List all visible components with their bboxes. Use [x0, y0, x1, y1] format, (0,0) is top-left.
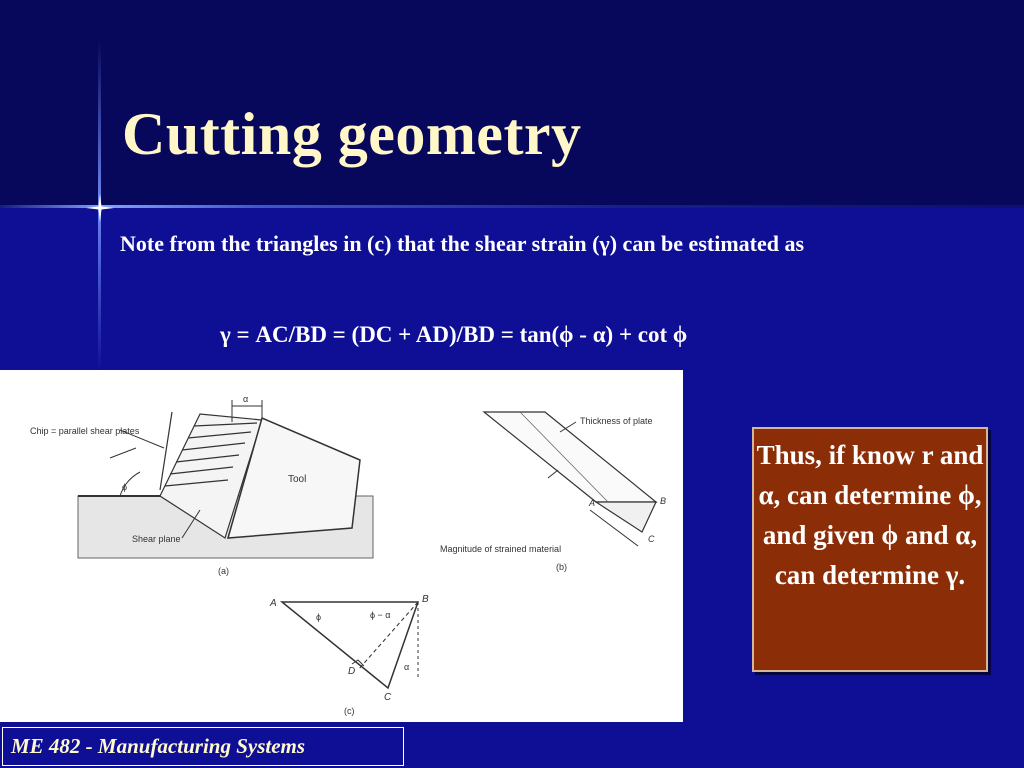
label-C-b: C [648, 534, 655, 544]
plate-end [596, 502, 656, 532]
label-b: (b) [556, 562, 567, 572]
label-phi-alpha-c: ϕ − α [370, 610, 391, 620]
label-shear-plane: Shear plane [132, 534, 181, 544]
sparkle-decoration [86, 194, 114, 222]
slide-title: Cutting geometry [122, 101, 582, 167]
cutting-geometry-figure [0, 370, 683, 722]
label-tool: Tool [288, 474, 307, 485]
label-phi-c: ϕ [316, 612, 322, 622]
label-chip: Chip = parallel shear plates [30, 426, 140, 436]
label-D-c: D [348, 666, 356, 677]
shear-strain-formula: γ = AC/BD = (DC + AD)/BD = tan(ϕ - α) + cot ϕ [220, 322, 688, 347]
label-B-c: B [422, 594, 429, 605]
figure-drawing [0, 370, 683, 722]
phi-ref-line [110, 448, 136, 458]
note-text: Note from the triangles in (c) that the shear strain (γ) can be estimated as [120, 231, 805, 256]
label-alpha-c: α [404, 662, 410, 672]
label-thickness: Thickness of plate [580, 416, 653, 426]
callout-box: Thus, if know r and α, can determine ϕ, and given ϕ and α, can determine γ. [752, 427, 988, 672]
decor-horizontal-line [0, 205, 1024, 208]
plate-arrow-1 [548, 470, 558, 478]
label-c: (c) [344, 706, 355, 716]
label-a: (a) [218, 566, 229, 576]
label-phi-a: ϕ [122, 482, 128, 492]
label-magnitude: Magnitude of strained material [440, 544, 562, 554]
label-A-b: A [589, 498, 596, 508]
label-A-c: A [270, 598, 277, 609]
label-C-c: C [384, 692, 392, 703]
label-B-b: B [660, 496, 667, 506]
footer-course-title: ME 482 - Manufacturing Systems [2, 727, 404, 766]
label-alpha-a: α [243, 394, 249, 404]
